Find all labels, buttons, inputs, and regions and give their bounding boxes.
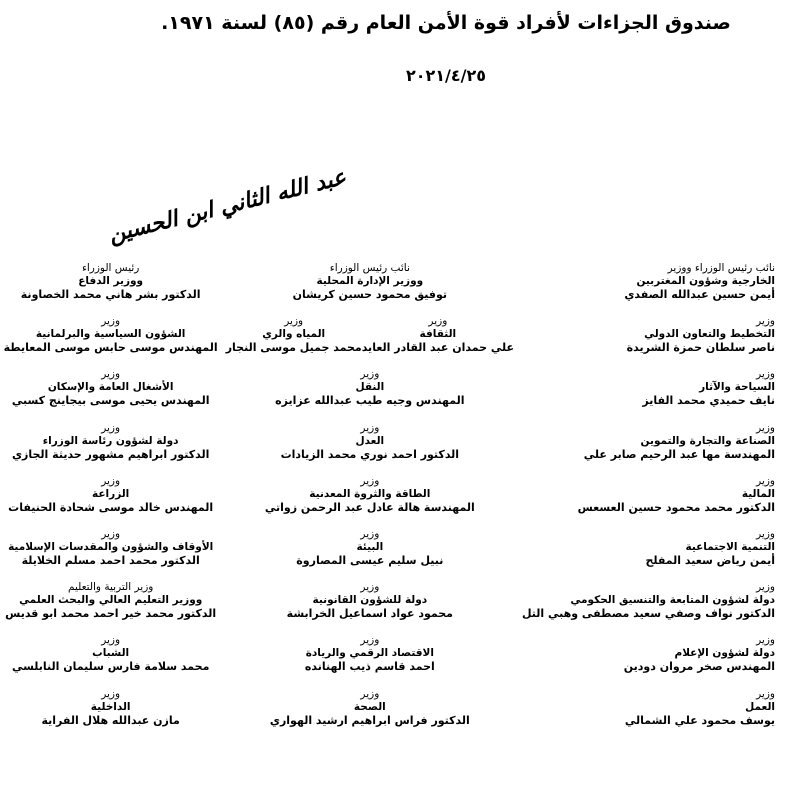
minister-title: الاقتصاد الرقمي والريادة [305,647,434,660]
minister-title: المالية [741,487,775,500]
minister-title: الأوقاف والشؤون والمقدسات الإسلامية [8,540,214,553]
minister-title: وزير [756,421,775,434]
minister-name: نايف حميدي محمد الفايز [642,394,775,408]
minister-title: دولة لشؤون الإعلام [674,647,775,660]
minister-title: التخطيط والتعاون الدولي [644,328,775,341]
minister-title: وزير [360,368,380,381]
minister-entry [222,528,518,581]
minister-title: دولة لشؤون رئاسة الوزراء [42,434,179,447]
minister-entry [518,262,779,315]
minister-name: الدكتور احمد نوري محمد الزيادات [280,447,460,461]
minister-entry [0,688,222,741]
minister-name: الدكتور بشر هاني محمد الخصاونة [20,288,201,301]
minister-title: الثقافة [419,328,457,341]
minister-title: الصحة [353,700,386,713]
minister-entry [0,634,222,687]
minister-entry [0,528,222,581]
minister-entry [222,475,518,528]
minister-title: نائب رئيس الوزراء ووزير [667,262,775,274]
royal-signature [105,163,349,249]
minister-title: السياحة والآثار [699,381,775,394]
minister-title: وزير [360,527,380,540]
minister-title: وزير [756,687,775,700]
minister-name: أيمن حسين عبدالله الصفدي [624,288,775,301]
minister-entry [0,368,222,421]
minister-entry [0,422,222,475]
minister-name: المهندس يحيى موسى بيجاينج كسبي [11,394,210,408]
minister-title: وزير [284,315,304,328]
minister-entry [518,368,779,421]
minister-title: وزير [360,581,380,594]
minister-title: الزراعة [92,487,130,500]
minister-name: علي حمدان عبد القادر العايد [361,341,514,355]
minister-title: وزير التربية والتعليم [67,581,154,594]
minister-title: وزير [360,634,380,647]
minister-title: الصناعة والتجارة والتموين [640,434,775,447]
minister-entry [222,422,518,475]
minister-title: البيئة [356,540,384,553]
minister-name: المهندس موسى حابس موسى المعايطة [3,341,218,355]
minister-title: وزير [756,474,775,487]
minister-name: المهندس خالد موسى شحادة الحنيفات [8,500,214,514]
minister-name: المهندسة هالة عادل عبد الرحمن زواتي [264,500,475,514]
minister-entry [0,315,222,368]
minister-title: العدل [355,434,385,447]
minister-name: الدكتور نواف وصفي سعيد مصطفى وهبي التل [521,607,775,621]
minister-title: العمل [745,700,775,713]
minister-title: وزير [756,368,775,381]
minister-title: وزير [756,634,775,647]
minister-title: دولة لشؤون المتابعة والتنسيق الحكومي [570,594,775,607]
document-title: صندوق الجزاءات لأفراد قوة الأمن العام رقم (٨٥) لسنة ١٩٧١. [161,12,731,34]
minister-name: المهندسة مها عبد الرحيم صابر علي [583,447,775,461]
minister-entry [518,581,779,634]
minister-entry [222,581,518,634]
minister-title: رئيس الوزراء [81,262,140,274]
minister-entry [222,368,518,421]
minister-title: وزير [101,527,121,540]
minister-name: نبيل سليم عيسى المصاروة [296,553,444,567]
minister-title: الشؤون السياسية والبرلمانية [35,328,186,341]
minister-name: محمود عواد اسماعيل الخرابشة [286,607,453,621]
minister-name: يوسف محمود علي الشمالي [624,713,775,727]
minister-name: محمد جميل موسى النجار [225,341,362,355]
ministers-grid [3,262,779,794]
minister-title: المياه والري [262,328,326,341]
minister-entry [222,262,518,315]
minister-name: المهندس صخر مروان دودين [623,660,775,674]
minister-title: وزير [360,421,380,434]
minister-name: الدكتور محمد محمود حسين العسعس [577,500,775,514]
minister-entry [518,688,779,741]
minister-title: التنمية الاجتماعية [685,540,775,553]
minister-title: الداخلية [90,700,131,713]
minister-title: نائب رئيس الوزراء [329,262,410,274]
minister-entry [518,528,779,581]
minister-name: ناصر سلطان حمزة الشريدة [626,341,775,355]
minister-name: مازن عبدالله هلال الفراية [41,713,180,727]
minister-name: توفيق محمود حسين كريشان [292,288,448,301]
minister-title: الشباب [92,647,130,660]
minister-title: وزير [101,421,121,434]
minister-name: المهندس وجيه طيب عبدالله عزايزه [275,394,465,408]
minister-entry [0,475,222,528]
minister-name: محمد سلامة فارس سليمان النابلسي [11,660,210,674]
minister-name: أيمن رياض سعيد المفلح [645,553,775,567]
minister-entry [518,422,779,475]
minister-entry [222,634,518,687]
minister-title: ووزير الإدارة المحلية [316,275,424,287]
minister-title: وزير [101,634,121,647]
minister-entry [518,315,779,368]
minister-title: وزير [428,315,448,328]
minister-title: وزير [101,474,121,487]
minister-title: وزير [756,581,775,594]
minister-entry [0,581,222,634]
minister-title: وزير [101,315,121,328]
minister-entry [222,315,518,368]
minister-entry [518,475,779,528]
minister-title: وزير [360,687,380,700]
minister-name: الدكتور فراس ابراهيم ارشيد الهواري [269,713,470,727]
minister-title: الأشغال العامة والإسكان [47,381,174,394]
minister-title: وزير [101,368,121,381]
minister-title: ووزير الدفاع [78,275,144,287]
minister-title: النقل [355,381,385,394]
signature-text: عبد الله الثاني ابن الحسين [105,163,349,249]
minister-name: الدكتور محمد احمد مسلم الخلايلة [21,553,200,567]
minister-entry [0,262,222,315]
minister-entry [222,688,518,741]
minister-title: دولة للشؤون القانونية [312,594,428,607]
minister-title: ووزير التعليم العالي والبحث العلمي [19,594,203,607]
minister-name: الدكتور محمد خير احمد محمد ابو قديس [5,607,217,621]
minister-title: وزير [756,527,775,540]
minister-title: الطاقة والثروة المعدنية [309,487,431,500]
minister-title: الخارجية وشؤون المغتربين [636,275,775,287]
minister-title: وزير [360,474,380,487]
minister-name: الدكتور ابراهيم مشهور حديثة الجازي [11,447,210,461]
minister-name: احمد قاسم ذيب الهنانده [304,660,435,674]
minister-title: وزير [756,315,775,328]
minister-title: وزير [101,687,121,700]
minister-entry [518,634,779,687]
document-date: ٢٠٢١/٤/٢٥ [405,66,487,85]
